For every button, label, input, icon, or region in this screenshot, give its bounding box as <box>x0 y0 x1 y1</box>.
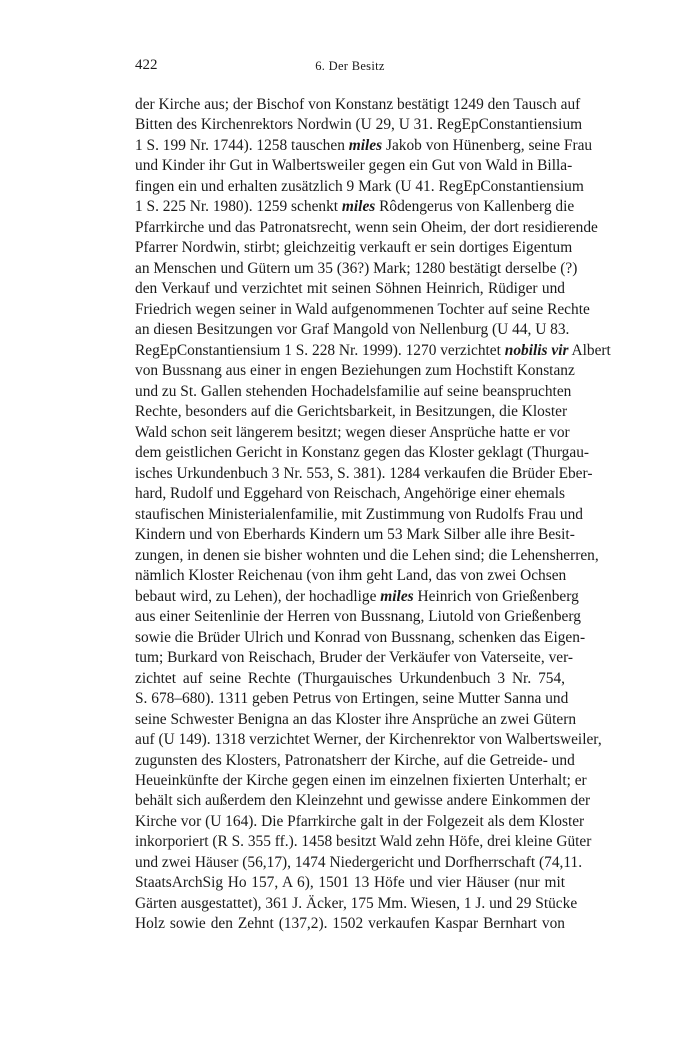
text-run: StaatsArchSig Ho 157, A 6), 1501 13 Höfe und vier Häuser (nur mit <box>135 874 565 892</box>
text-run: Heinrich von Grießenberg <box>413 587 579 605</box>
text-line <box>135 423 570 443</box>
italic-term: miles <box>380 587 414 605</box>
text-run: und zwei Häuser (56,17), 1474 Niedergericht und Dorfherrschaft (74,11. <box>135 853 583 871</box>
text-line <box>135 730 602 750</box>
text-line <box>135 689 569 709</box>
text-line <box>135 566 565 586</box>
text-line <box>135 648 574 668</box>
text-run: sowie die Brüder Ulrich und Konrad von Bussnang, schenken das Eigen- <box>135 628 586 646</box>
text-line <box>135 279 565 299</box>
text-line <box>135 443 590 463</box>
text-line <box>135 115 583 135</box>
text-run: Kirche vor (U 164). Die Pfarrkirche galt in der Folgezeit als dem Kloster <box>135 812 585 830</box>
text-run: auf (U 149). 1318 verzichtet Werner, der Kirchenrektor von Walbertsweiler, <box>135 731 602 749</box>
text-line <box>135 464 593 484</box>
text-run: staufischen Ministerialenfamilie, mit Zustimmung von Rudolfs Frau und <box>135 505 583 523</box>
text-run: und zu St. Gallen stehenden Hochadelsfamilie auf seine beanspruchten <box>135 382 572 400</box>
text-run: den Verkauf und verzichtet mit seinen Söhnen Heinrich, Rüdiger und <box>135 280 565 298</box>
text-line <box>135 197 575 217</box>
text-line <box>135 587 579 607</box>
running-head: 6. Der Besitz <box>315 59 385 73</box>
text-run: Pfarrer Nordwin, stirbt; gleichzeitig verkauft er sein dortiges Eigentum <box>135 239 573 257</box>
text-line <box>135 669 565 689</box>
text-line <box>135 177 584 197</box>
text-run: nämlich Kloster Reichenau (von ihm geht Land, das von zwei Ochsen <box>135 567 567 585</box>
text-line <box>135 853 583 873</box>
text-run: dem geistlichen Gericht in Konstanz gegen das Kloster geklagt (Thurgau- <box>135 444 590 462</box>
text-line <box>135 136 593 156</box>
body-text <box>135 95 611 935</box>
text-run: Holz sowie den Zehnt (137,2). 1502 verkaufen Kaspar Bernhart von <box>135 915 565 933</box>
text-line <box>135 791 591 811</box>
text-run: an Menschen und Gütern um 35 (36?) Mark; 1280 bestätigt derselbe (?) <box>135 259 578 277</box>
text-line <box>135 341 611 361</box>
text-run: 1 S. 199 Nr. 1744). 1258 tauschen <box>135 136 349 154</box>
text-line <box>135 628 586 648</box>
text-run: isches Urkundenbuch 3 Nr. 553, S. 381). 1284 verkaufen die Brüder Eber- <box>135 464 593 482</box>
text-run: zungen, in denen sie bisher wohnten und die Lehen sind; die Lehensherren, <box>135 546 599 564</box>
text-run: Wald schon seit längerem besitzt; wegen dieser Ansprüche hatte er vor <box>135 423 570 441</box>
text-line <box>135 710 577 730</box>
text-run: Heueinkünfte der Kirche gegen einen im einzelnen fixierten Unterhalt; er <box>135 771 587 789</box>
text-run: tum; Burkard von Reischach, Bruder der Verkäufer von Vaterseite, ver- <box>135 649 574 667</box>
text-line <box>135 771 587 791</box>
text-run: der Kirche aus; der Bischof von Konstanz bestätigt 1249 den Tausch auf <box>135 96 581 113</box>
text-run: und Kinder ihr Gut in Walbertsweiler gegen ein Gut von Wald in Billa- <box>135 157 573 175</box>
page-number: 422 <box>135 57 158 73</box>
text-line <box>135 361 575 381</box>
text-run: inkorporiert (R S. 355 ff.). 1458 besitzt Wald zehn Höfe, drei kleine Güter <box>135 833 592 851</box>
text-run: Gärten ausgestattet), 361 J. Äcker, 175 Mm. Wiesen, 1 J. und 29 Stücke <box>135 894 578 912</box>
text-line <box>135 95 581 115</box>
text-run: von Bussnang aus einer in engen Beziehungen zum Hochstift Konstanz <box>135 362 575 380</box>
text-run: Friedrich wegen seiner in Wald aufgenommenen Tochter auf seine Rechte <box>135 300 590 318</box>
text-run: zichtet auf seine Rechte (Thurgauisches Urkundenbuch 3 Nr. 754, <box>135 669 565 687</box>
text-run: S. 678–680). 1311 geben Petrus von Ertingen, seine Mutter Sanna und <box>135 690 569 708</box>
text-line <box>135 382 572 402</box>
text-run: Kindern und von Eberhards Kindern um 53 Mark Silber alle ihre Besit- <box>135 526 575 544</box>
italic-term: nobilis vir <box>504 341 569 359</box>
text-run: hard, Rudolf und Eggehard von Reischach, Angehörige einer ehemals <box>135 485 565 503</box>
text-run: Bitten des Kirchenrektors Nordwin (U 29, U 31. RegEpConstantiensium <box>135 116 583 134</box>
text-run: Albert <box>568 341 611 359</box>
text-run: RegEpConstantiensium 1 S. 228 Nr. 1999). 1270 verzichtet <box>135 341 505 359</box>
page-header <box>135 57 565 81</box>
text-line <box>135 505 583 525</box>
text-line <box>135 320 570 340</box>
text-line <box>135 873 565 893</box>
text-run: aus einer Seitenlinie der Herren von Bussnang, Liutold von Grießenberg <box>135 608 581 626</box>
text-line <box>135 525 575 545</box>
text-run: Jakob von Hünenberg, seine Frau <box>382 136 593 154</box>
italic-term: miles <box>341 198 376 216</box>
text-run: Pfarrkirche und das Patronatsrecht, wenn sein Oheim, der dort residierende <box>135 218 598 236</box>
text-line <box>135 894 578 914</box>
text-line <box>135 607 581 627</box>
text-line <box>135 751 575 771</box>
text-line <box>135 218 598 238</box>
italic-term: miles <box>348 136 383 154</box>
text-run: 1 S. 225 Nr. 1980). 1259 schenkt <box>135 198 342 216</box>
text-line <box>135 484 565 504</box>
text-run: Rôdengerus von Kallenberg die <box>375 198 575 216</box>
text-run: behält sich außerdem den Kleinzehnt und gewisse andere Einkommen der <box>135 792 591 810</box>
text-run: bebaut wird, zu Lehen), der hochadlige <box>135 587 381 605</box>
text-run: Rechte, besonders auf die Gerichtsbarkeit, in Besitzungen, die Kloster <box>135 403 568 421</box>
text-line <box>135 300 590 320</box>
text-line <box>135 546 599 566</box>
text-run: fingen ein und erhalten zusätzlich 9 Mark (U 41. RegEpConstantiensium <box>135 177 584 195</box>
text-line <box>135 238 573 258</box>
text-run: seine Schwester Benigna an das Kloster ihre Ansprüche an zwei Gütern <box>135 710 577 728</box>
text-line <box>135 259 578 279</box>
text-line <box>135 402 568 422</box>
text-line <box>135 832 592 852</box>
text-line <box>135 812 585 832</box>
text-run: an diesen Besitzungen vor Graf Mangold von Nellenburg (U 44, U 83. <box>135 321 570 339</box>
text-run: zugunsten des Klosters, Patronatsherr der Kirche, auf die Getreide- und <box>135 751 575 769</box>
text-line <box>135 914 565 934</box>
text-line <box>135 156 573 176</box>
